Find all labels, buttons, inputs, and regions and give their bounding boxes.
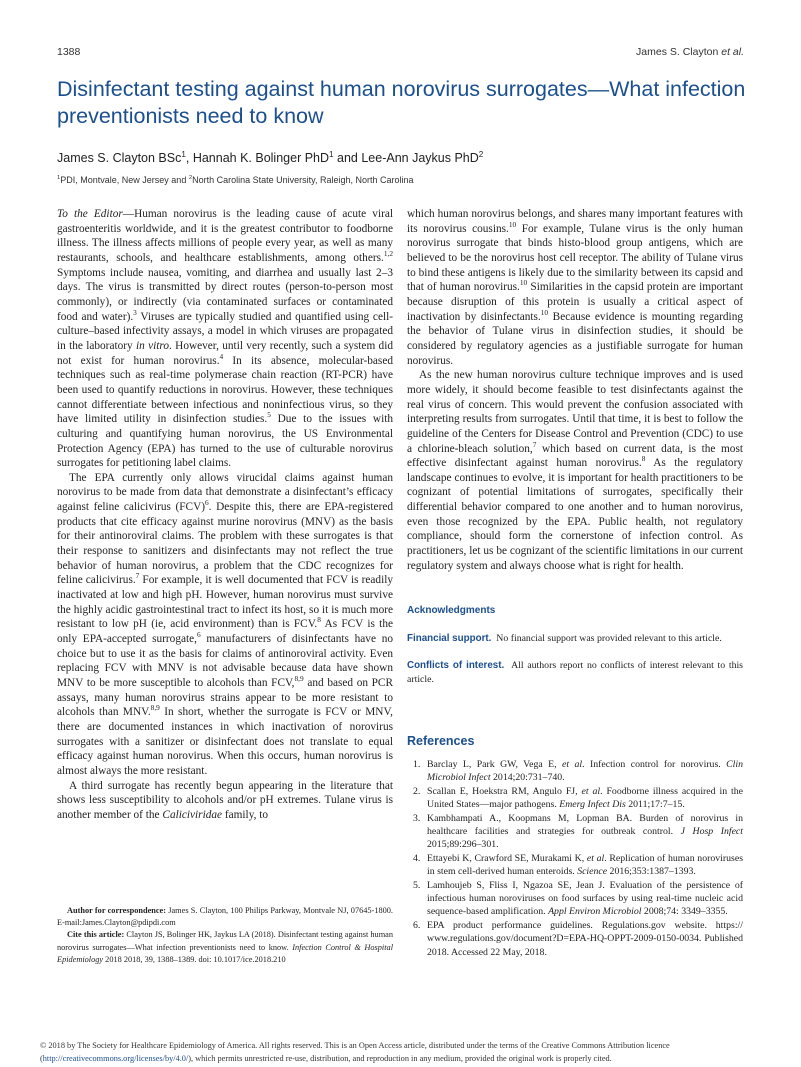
text-run: Viruses are typically studied and quantified using cell-culture–based infectivity assays, a model in which viruses are propagated in the laboratory (57, 310, 393, 352)
cite-text: Clayton JS, Bolinger HK, Jaykus LA (2018). Disinfectant testing against human norovirus surrogates—What infection preventionists need to know. (57, 930, 393, 952)
reference-number: 4. (413, 852, 421, 864)
author-name: Lee-Ann Jaykus PhD (361, 151, 479, 165)
text-run: Barclay L, Park GW, Vega E, (427, 759, 562, 770)
author-affiliation-mark: 1 (181, 149, 186, 159)
text-run: A third surrogate has recently begun appearing in the literature that shows less susceptibility to alcohols and/or pH extremes. Tulane virus is another member of the (57, 779, 393, 821)
italic-text: To the Editor (57, 208, 123, 220)
running-author: James S. Clayton (636, 46, 719, 58)
text-run: In short, whether the surrogate is FCV or MNV, there are documented instances in which inactivation of norovirus surrogates with a sanitizer or disinfectant does not translate to equal efficacy against human norovirus. When this occurs, human norovirus is almost always the more resistant. (57, 706, 393, 777)
text-run: For example, Tulane virus is the only human norovirus surrogate that binds histo-blood group antigens, which are believed to be the norovirus host cell receptor. The ability of Tulane virus to bind these antigens is likely due to the similarity between its capsid and that of human norovirus. (407, 222, 743, 294)
acknowledgments-heading: Acknowledgments (407, 605, 496, 616)
citation-superscript: 8,9 (294, 674, 304, 684)
citation-superscript: 6 (205, 498, 209, 508)
italic-text: in vitro (135, 339, 170, 352)
citation-superscript: 3 (133, 307, 137, 317)
cite-journal: Infection Control & Hospital Epidemiology (57, 942, 393, 964)
reference-number: 5. (413, 879, 421, 891)
text-run: Ettayebi K, Crawford SE, Murakami K, (427, 852, 587, 864)
reference-number: 1. (413, 759, 421, 770)
affiliation-mark: 2 (188, 175, 193, 181)
text-run: . Foodborne illness acquired in the United States—major pathogens. (427, 785, 743, 811)
text-run: As the new human norovirus culture technique improves and is used more widely, it should become feasible to test disinfectants against the real virus of concern. This would prevent the confusion associated with interpreting results from surrogates. Until that time, it is best to follow the guideline of the Centers for Disease Control and Prevention (CDC) to use a chlorine-bleach solution, (407, 369, 743, 455)
italic-text: Appl Environ Microbiol (548, 906, 642, 918)
reference-item (407, 919, 743, 959)
italic-text: Emerg Infect Dis (559, 799, 626, 811)
text-run: . However, until very recently, such a system did not exist for human norovirus. (57, 339, 393, 367)
reference-item (407, 879, 743, 919)
cite-tail: 2018 2018, 39, 1388–1389. doi: 10.1017/ice.2018.210 (103, 954, 286, 964)
citation-superscript: 7 (135, 571, 140, 581)
correspondence-note (57, 905, 393, 929)
reference-number: 3. (413, 812, 421, 824)
text-run: family, to (222, 808, 269, 821)
text-run: 2016;353:1387–1393. (607, 866, 696, 878)
reference-number: 2. (413, 785, 421, 797)
affiliation-text: North Carolina State University, Raleigh, North Carolina (192, 175, 414, 185)
italic-text: et al (562, 759, 583, 770)
text-run: which human norovirus belongs, and shares many important features with its norovirus cousins. (407, 208, 743, 235)
italic-text: J Hosp Infect (680, 826, 743, 838)
author-separator: and (333, 151, 362, 165)
text-run: Symptoms include nausea, vomiting, and diarrhea and usually last 2–3 days. The virus is transmitted by direct routes (person-to-person most commonly), or indirectly (via contaminated surfaces or contaminated food and water). (57, 266, 393, 323)
text-run: 2014;20:731–740. (490, 772, 565, 784)
text-run: Lamhoujeb S, Fliss I, Ngazoa SE, Jean J. Evaluation of the persistence of infectious human noroviruses on food surfaces by using real-time nucleic acid sequence-based amplification. (427, 879, 743, 918)
text-run: . Infection control for norovirus. (582, 759, 727, 770)
copyright-text-end: ), which permits unrestricted re-use, distribution, and reproduction in any medium, provided the original work is properly cited. (188, 1053, 612, 1063)
text-run: EPA product performance guidelines. Regulations.gov website. https:// www.regulations.gov/document?D=EPA-HQ-OPPT-2009-0150-0034. Published 2018. Accessed 22 May, 2018. (427, 919, 743, 958)
conflicts-label: Conflicts of interest. (407, 660, 505, 671)
text-run: —Human norovirus is the leading cause of acute viral gastroenteritis worldwide, and it is the greatest contributor to foodborne illness. The illness affects millions of people every year, as well as many restaurants, schools, and healthcare establishments, among others. (57, 208, 393, 264)
text-run: and based on PCR assays, many human norovirus strains appear to be more resistant to alcohols than MNV. (57, 677, 393, 719)
reference-item (407, 852, 743, 879)
reference-item (407, 812, 743, 852)
text-run: which based on current data, is the most effective disinfectant against human norovirus. (407, 442, 743, 470)
conflicts-text: All authors report no conflicts of interest relevant to this article. (407, 660, 743, 685)
text-run: . Despite this, there are EPA-registered products that cite efficacy against murine norovirus (MNV) as the basis for their antinoroviral claims. The problem with these surrogates is that their response to sanitizers and disinfectants may not reflect the true behavior of human norovirus, a problem that the CDC recognizes for feline calicivirus. (57, 501, 393, 587)
author-name: James S. Clayton BSc (57, 151, 182, 165)
body-paragraph (57, 471, 393, 779)
text-run: . Replication of human noroviruses in stem cell-derived human enteroids. (427, 852, 744, 878)
financial-support (407, 632, 743, 646)
reference-list (407, 758, 743, 959)
body-paragraph (407, 207, 743, 368)
italic-text: Science (577, 866, 608, 878)
citation-superscript: 8 (641, 454, 646, 464)
footnotes (57, 905, 393, 966)
affiliations (57, 175, 414, 185)
text-run: 2008;74: 3349–3355. (641, 906, 728, 918)
body-right-column (407, 207, 743, 573)
author-affiliation-mark: 1 (329, 149, 334, 159)
running-etal: et al. (721, 46, 744, 58)
citation-superscript: 7 (532, 439, 537, 449)
citation-superscript: 10 (540, 307, 549, 317)
financial-support-text: No financial support was provided relevant to this article. (496, 632, 722, 644)
italic-text: Caliciviridae (162, 808, 223, 821)
citation-superscript: 1,2 (383, 249, 393, 259)
italic-text: et al (581, 785, 601, 797)
reference-number: 6. (413, 919, 421, 931)
citation-superscript: 10 (508, 219, 517, 229)
italic-text: Clin Microbiol Infect (427, 759, 744, 784)
text-run: As FCV is the only EPA-accepted surrogate, (57, 618, 393, 646)
italic-text: et al (586, 852, 605, 864)
copyright-notice (40, 1040, 760, 1065)
references-section (407, 734, 743, 959)
text-run: Similarities in the capsid protein are important because disruption of this protein is usually a critical aspect of inactivation by disinfectants. (407, 281, 743, 323)
page-number: 1388 (57, 46, 81, 58)
reference-item (407, 785, 743, 812)
text-run: manufacturers of disinfectants have no choice but to use it as the basis for claims of antinoroviral activity. Even replacing FCV with MNV is not advisable because data have shown MNV to be more susceptible to alcohols than FCV, (57, 633, 393, 689)
author-affiliation-mark: 2 (478, 149, 484, 159)
financial-support-label: Financial support. (407, 632, 492, 644)
author-name: Hannah K. Bolinger PhD (192, 151, 330, 165)
text-run: As the regulatory landscape continues to evolve, it is important for health practitioners to be cognizant of potential limitations of surrogates, specifically their differential behavior compared to one another and to human norovirus, even those recognized by the EPA. Public health, not regulatory compliance, should form the cornerstone of infection control. As practitioners, let us be cognizant of the scientific limitations in our current regulatory system and always choose what is right for health. (407, 457, 743, 572)
citation-superscript: 4 (219, 351, 224, 361)
body-paragraph (57, 207, 393, 471)
text-run: Because evidence is mounting regarding the behavior of Tulane virus in disinfection studies, it should be considered by regulatory agencies as a justifiable surrogate for human norovirus. (407, 310, 743, 367)
citation-superscript: 6 (196, 630, 201, 640)
text-run: 2015;89:296–301. (427, 839, 499, 851)
text-run: Due to the issues with culturing and quantifying human norovirus, the US Environmental Protection Agency (EPA) has turned to the use of culturable norovirus surrogates for petitioning label claims. (57, 413, 393, 470)
references-heading: References (407, 734, 475, 748)
text-run: Scallan E, Hoekstra RM, Angulo FJ, (427, 785, 582, 797)
text-run: In its absence, molecular-based techniques such as real-time polymerase chain reaction (RT-PCR) have been used to quantify reductions in norovirus. However, these techniques cannot differentiate between infectious and noninfectious virus, so they have limited utility in disinfection studies. (57, 354, 393, 426)
body-paragraph (57, 779, 393, 823)
citation-superscript: 5 (267, 410, 271, 420)
text-run: Kambhampati A., Koopmans M, Lopman BA. Burden of norovirus in healthcare facilities and strategies for outbreak control. (427, 812, 743, 838)
running-head (636, 46, 744, 58)
author-separator: , (185, 151, 193, 165)
author-list (57, 151, 483, 165)
conflicts-of-interest (407, 659, 743, 686)
acknowledgments-section (407, 604, 743, 686)
cite-label: Cite this article: (67, 930, 125, 940)
body-left-column (57, 207, 393, 823)
correspondence-label: Author for correspondence: (67, 906, 166, 915)
text-run: For example, it is well documented that FCV is readily inactivated at low and high pH. However, human norovirus must survive the highly acidic gastrointestinal tract to infect its host, so it is much more resistant to low pH (ie, acid environment) than is FCV. (57, 574, 393, 631)
text-run: 2011;17:7–15. (625, 799, 685, 811)
body-paragraph (407, 368, 743, 573)
citation-superscript: 8,9 (150, 703, 160, 713)
correspondence-text: James S. Clayton, 100 Philips Parkway, Montvale NJ, 07645-1800. E-mail:James.Clayton@pdipdi.com (57, 906, 393, 928)
citation-superscript: 8 (317, 615, 321, 625)
citation-superscript: 10 (519, 278, 528, 288)
text-run: The EPA currently only allows virucidal claims against human norovirus to be made from data that demonstrate a disinfectant’s efficacy against feline calicivirus (FCV) (57, 471, 393, 514)
affiliation-mark: 1 (57, 175, 61, 181)
copyright-text: © 2018 by The Society for Healthcare Epidemiology of America. All rights reserved. This is an Open Access article, distributed under the terms of the Creative Commons Attribution licence ( (40, 1041, 670, 1063)
affiliation-text: PDI, Montvale, New Jersey and (60, 175, 189, 185)
license-link[interactable]: http://creativecommons.org/licenses/by/4.0/ (42, 1053, 189, 1063)
article-title: Disinfectant testing against human norovirus surrogates—What infection preventionists need to know (57, 77, 746, 128)
reference-item (407, 758, 743, 785)
citation-note (57, 929, 393, 966)
